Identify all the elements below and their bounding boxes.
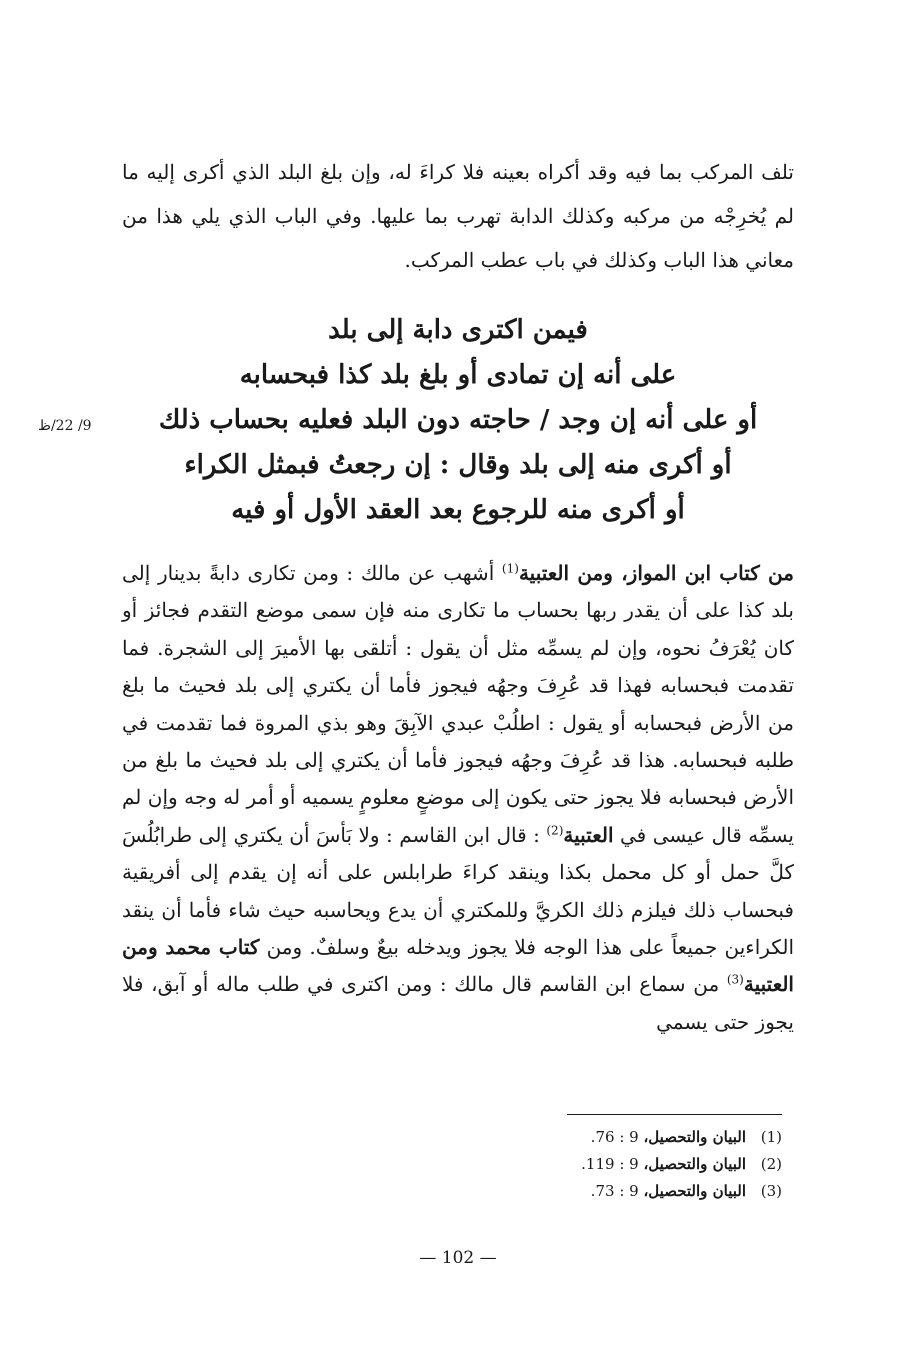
footnote-ref: (1) (501, 561, 519, 576)
source-citation: من كتاب ابن المواز، ومن العتبية (518, 561, 794, 585)
footnote-title: البيان والتحصيل، (643, 1155, 746, 1173)
footnote-title: البيان والتحصيل، (643, 1128, 746, 1146)
footnote (382, 1151, 782, 1178)
intro-paragraph (122, 150, 794, 282)
footnote-number: (1) (760, 1128, 782, 1146)
body-paragraph (122, 555, 794, 1041)
footnote-ref: (3) (726, 972, 744, 987)
body-text-segment: : قال ابن القاسم : ولا بَأسَ أن يكتري إلى طرابُلُسَ كلَّ حمل أو كل محمل بكذا وينقد كراءَ طرابلس على أنه إن يقدم إلى أفريقية فبحساب ذلك فيلزم ذلك الكريَّ وللمكتري أن يدع ويحاسبه حيث شاء فأما أن ينقد الكراءين جميعاً على هذا الوجه فلا يجوز ويدخله بيعٌ وسلفٌ. ومن (122, 822, 794, 960)
heading-line: على أنه إن تمادى أو بلغ بلد كذا فبحسابه (239, 360, 677, 390)
intro-text: تلف المركب بما فيه وقد أكراه بعينه فلا كراءَ له، وإن بلغ البلد الذي أكرى إليه ما لم يُخرِجْه من مركبه وكذلك الدابة تهرب بما عليها. وفي الباب الذي يلي هذا من معاني هذا الباب وكذلك في باب عطب المركب. (122, 160, 794, 272)
footnote-number: (3) (760, 1182, 782, 1200)
heading-line: أو أكرى منه للرجوع بعد العقد الأول أو فيه (231, 495, 685, 525)
heading-line: أو أكرى منه إلى بلد وقال : إن رجعتُ فبمثل الكراء (184, 450, 732, 480)
footnote-ref-text: 9 : 73. (590, 1182, 639, 1200)
footnote (382, 1124, 782, 1151)
page-number: — 102 — (419, 1248, 497, 1268)
footnote-ref: (2) (546, 823, 564, 838)
footnote-number: (2) (760, 1155, 782, 1173)
footnote-title: البيان والتحصيل، (643, 1182, 746, 1200)
footnote (382, 1178, 782, 1205)
manuscript-folio-note: 9/ 22/ظ (38, 418, 92, 434)
body-text (122, 555, 794, 1041)
footnote-ref-text: 9 : 76. (590, 1128, 639, 1146)
source-citation: العتبية (563, 822, 614, 847)
body-text-segment: أشهب عن مالك : ومن تكارى دابةً بدينار إلى بلد كذا على أن يقدر ربها بحساب ما تكارى منه فإن سمى موضع التقدم فجائز أو كان يُعْرَفُ نحوه، وإن لم يسمِّه مثل أن يقول : أتلقى بها الأميرَ إلى الشجرة. فما تقدمت فبحسابه فهذا قد عُرِفَ وجهُه فيجوز فأما أن يكتري إلى بلد فحيث ما بلغ من الأرض فبحسابه أو يقول : اطلُبْ عبدي الآبِقَ وهو بذي المروة فما تقدمت في طلبه فبحسابه. هذا قد عُرِفَ وجهُه فيجوز فأما أن يكتري إلى بلد فحيث ما بلغ من الأرض فبحسابه فلا يجوز حتى يكون إلى موضعٍ معلومٍ يسميه أو أمر له وجه وإن لم يسمِّه قال عيسى في (122, 561, 794, 847)
heading-line: أو على أنه إن وجد / حاجته دون البلد فعليه بحساب ذلك (158, 405, 758, 435)
footnotes (382, 1124, 782, 1205)
heading-line: فيمن اكترى دابة إلى بلد (328, 315, 588, 345)
source-citation: كتاب محمد ومن العتبية (122, 935, 794, 997)
footnote-ref-text: 9 : 119. (581, 1155, 639, 1173)
body-text-segment: من سماع ابن القاسم قال مالك : ومن اكترى في طلب ماله أو آبق، فلا يجوز حتى يسمي (122, 972, 794, 1034)
section-heading (122, 308, 794, 533)
footnote-divider (567, 1114, 782, 1115)
